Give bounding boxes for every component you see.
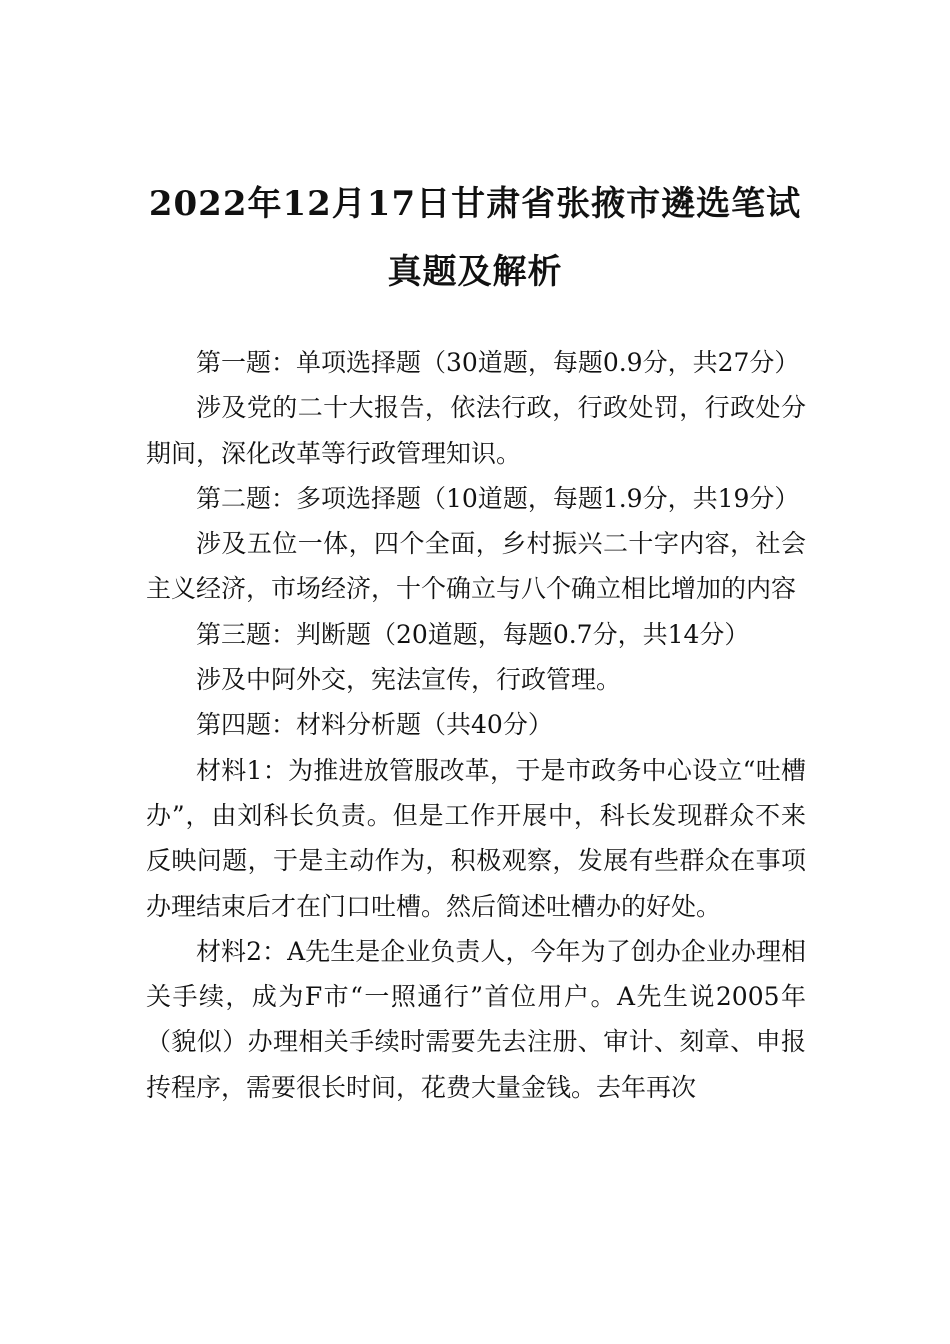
paragraph-material-2: 材料2：A先生是企业负责人，今年为了创办企业办理相关手续，成为F市“一照通行”首位用户。A先生说2005年（貌似）办理相关手续时需要先去注册、审计、刻章、申报抟程序，需要很长时间，花费大量金钱。去年再次 bbox=[146, 936, 806, 1102]
paragraph-question-2: 第二题：多项选择题（10道题，每题1.9分，共19分） bbox=[196, 483, 800, 513]
paragraph-question-3-scope: 涉及中阿外交，宪法宣传，行政管理。 bbox=[196, 665, 622, 695]
paragraph-question-2-scope: 涉及五位一体，四个全面，乡村振兴二十字内容，社会主义经济，市场经济，十个确立与八个确立相比增加的内容 bbox=[146, 529, 806, 604]
document-body bbox=[146, 340, 806, 1110]
document-title-line-2: 真题及解析 bbox=[387, 252, 563, 292]
paragraph-question-3: 第三题：判断题（20道题，每题0.7分，共14分） bbox=[196, 619, 750, 649]
paragraph-question-1-scope: 涉及党的二十大报告，依法行政，行政处罚，行政处分期间，深化改革等行政管理知识。 bbox=[146, 393, 806, 468]
paragraph-material-1: 材料1：为推进放管服改革，于是市政务中心设立“吐槽办”，由刘科长负责。但是工作开展中，科长发现群众不来反映问题，于是主动作为，积极观察，发展有些群众在事项办理结束后才在门口吐槽。然后简述吐槽办的好处。 bbox=[146, 755, 806, 921]
paragraph-question-4: 第四题：材料分析题（共40分） bbox=[196, 710, 553, 740]
document-title-line-1: 2022年12月17日甘肃省张掖市遴选笔试 bbox=[148, 184, 802, 224]
paragraph-question-1: 第一题：单项选择题（30道题，每题0.9分，共27分） bbox=[196, 348, 800, 377]
